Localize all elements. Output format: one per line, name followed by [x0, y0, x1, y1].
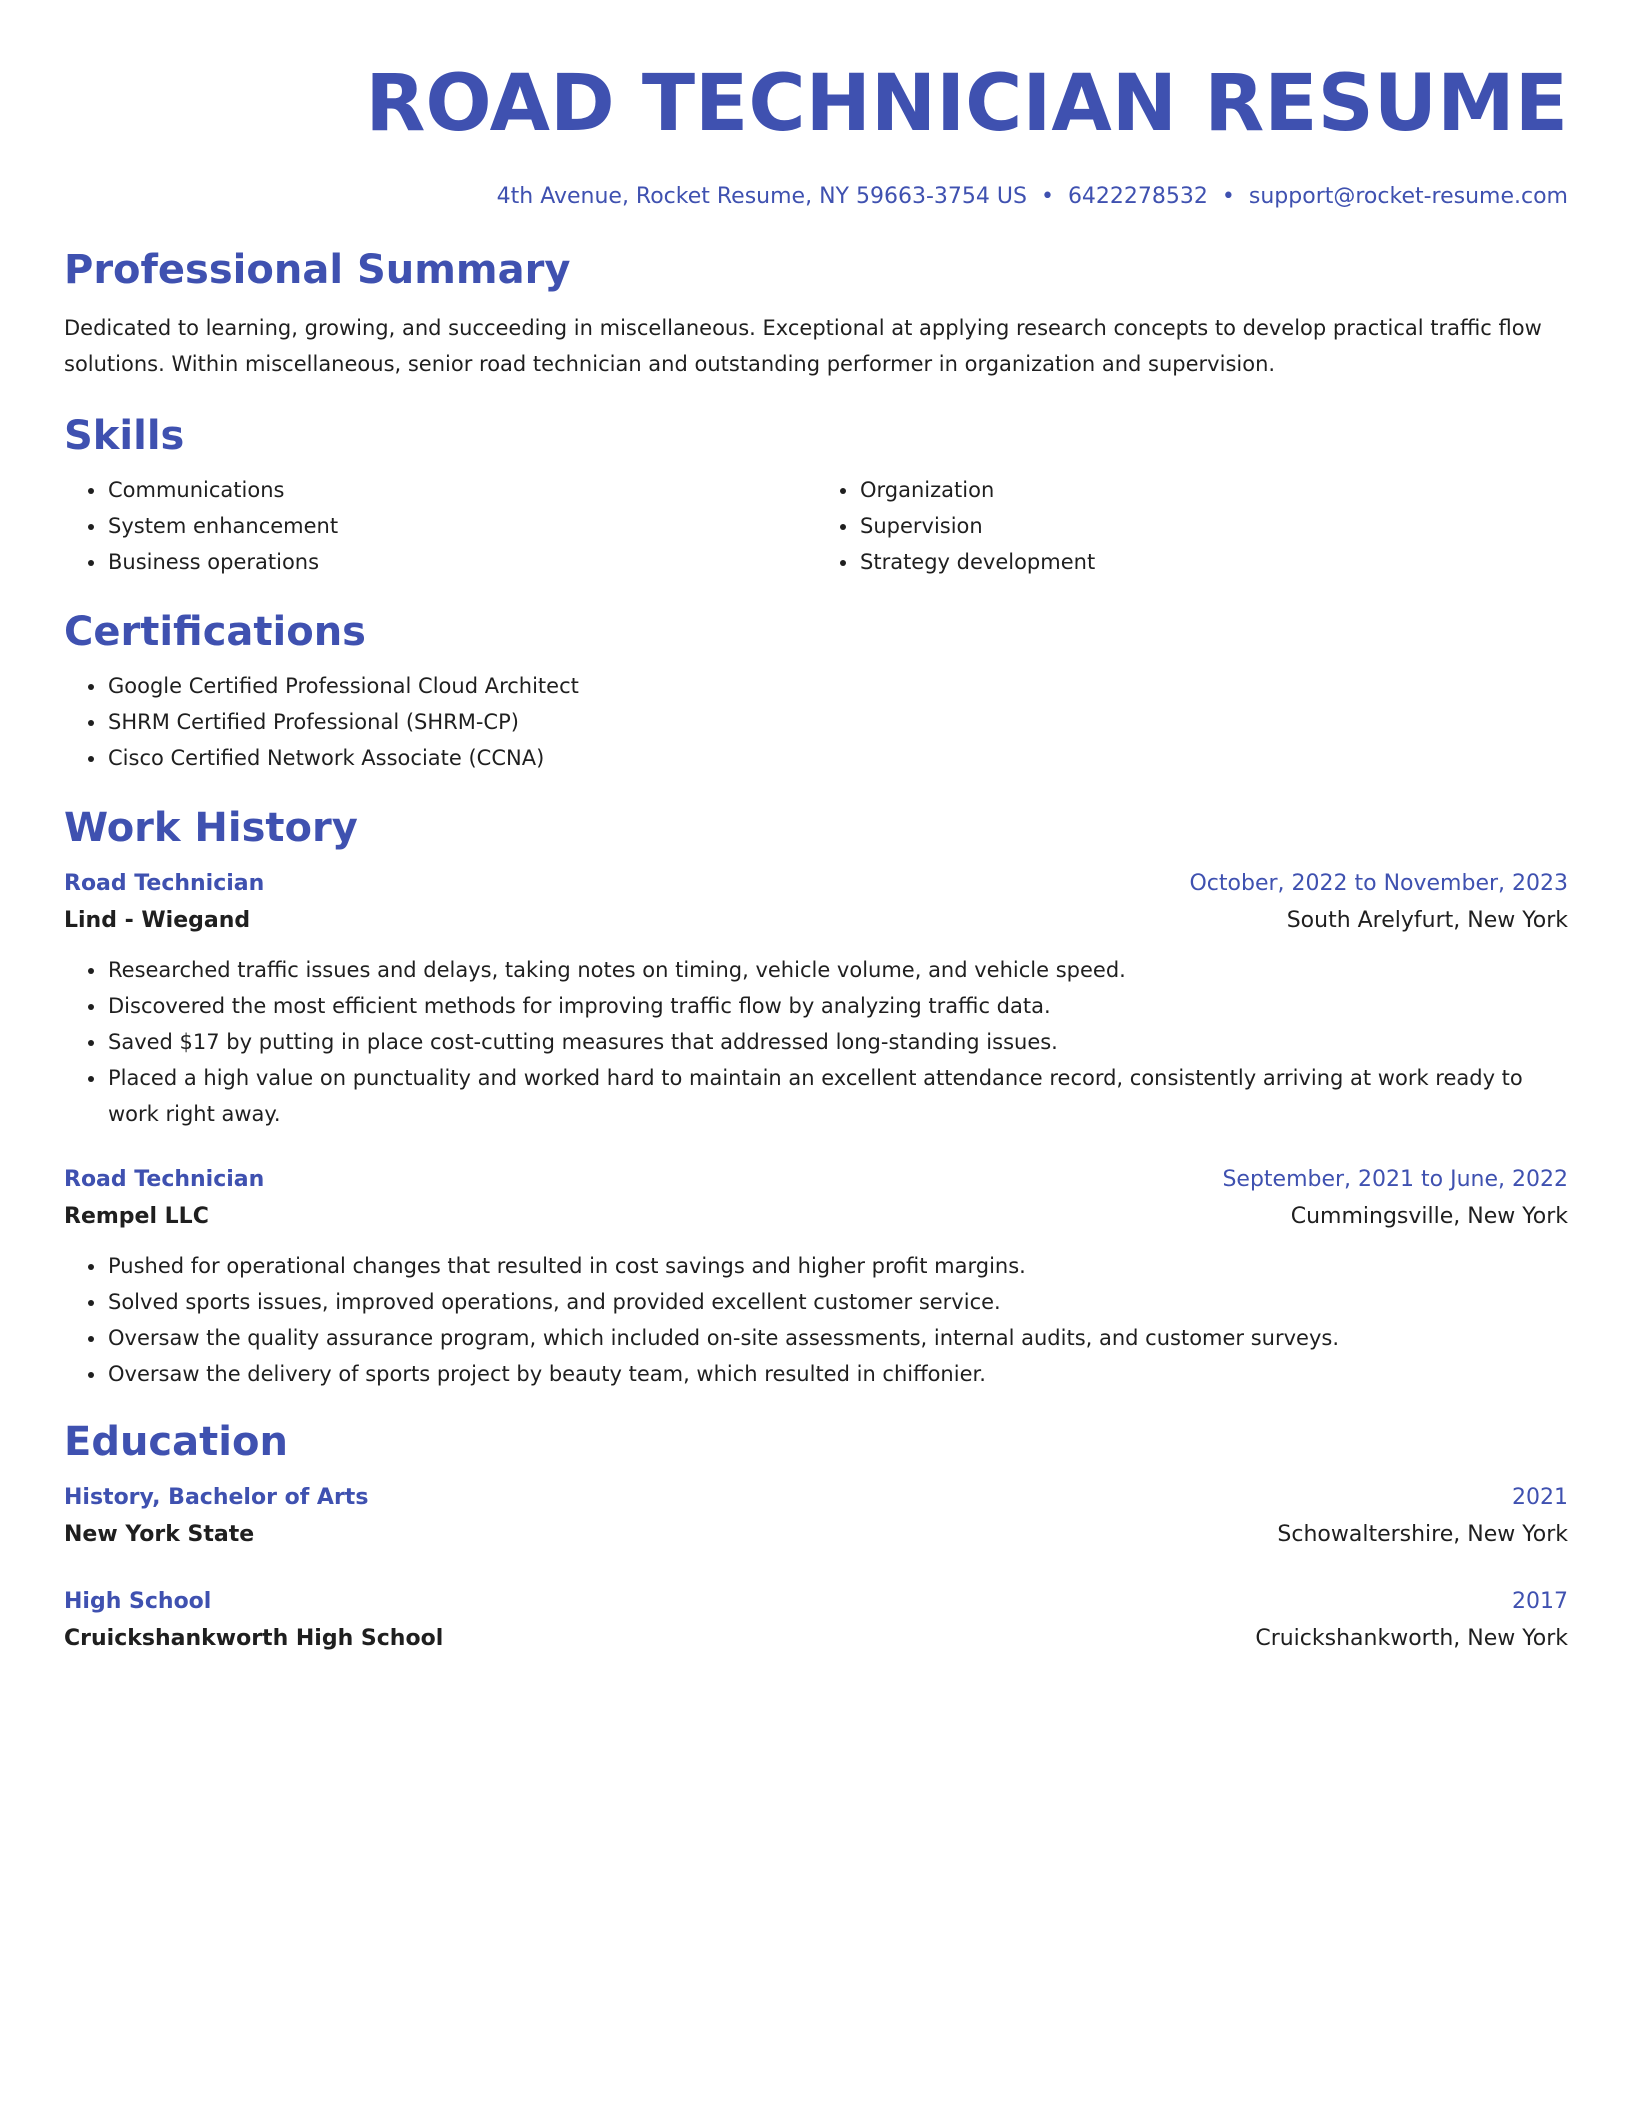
job-header-row: [64, 866, 1568, 902]
address: 4th Avenue, Rocket Resume, NY 59663-3754 US: [496, 184, 1027, 209]
email-link[interactable]: support@rocket-resume.com: [1248, 184, 1568, 209]
job-entry: [64, 866, 1568, 1132]
job-location: Cummingsville, New York: [1290, 1204, 1568, 1229]
job-bullets: [64, 952, 1568, 1132]
certification-item: • Google Certified Professional Cloud Architect: [107, 668, 1568, 704]
education-header-row: [64, 1480, 1568, 1516]
job-bullet: • Pushed for operational changes that resulted in cost savings and higher profit margins.: [107, 1248, 1568, 1284]
separator-dot: •: [1040, 184, 1054, 209]
resume-title: ROAD TECHNICIAN RESUME: [365, 59, 1568, 149]
job-location: South Arelyfurt, New York: [1286, 908, 1568, 933]
skill-item: • Strategy development: [859, 544, 1568, 580]
job-header-row: [64, 1162, 1568, 1198]
skill-item: • System enhancement: [107, 508, 816, 544]
skill-item: • Supervision: [859, 508, 1568, 544]
job-dates: October, 2022 to November, 2023: [1189, 871, 1568, 896]
separator-dot: •: [1221, 184, 1235, 209]
job-bullet: • Oversaw the quality assurance program, which included on-site assessments, internal audits, and customer surveys.: [107, 1320, 1568, 1356]
education-entry: [64, 1584, 1568, 1658]
skill-item: • Business operations: [107, 544, 816, 580]
job-company: Lind - Wiegand: [64, 908, 251, 933]
school-name: Cruickshankworth High School: [64, 1626, 444, 1651]
job-bullet: • Researched traffic issues and delays, taking notes on timing, vehicle volume, and vehicle speed.: [107, 952, 1568, 988]
job-bullet: • Oversaw the delivery of sports project by beauty team, which resulted in chiffonier.: [107, 1356, 1568, 1392]
job-company-row: [64, 1198, 1568, 1236]
education-header-row: [64, 1584, 1568, 1620]
school-location: Schowaltershire, New York: [1277, 1522, 1568, 1547]
job-title: Road Technician: [64, 871, 265, 896]
certification-item: • SHRM Certified Professional (SHRM-CP): [107, 704, 1568, 740]
job-entry: [64, 1162, 1568, 1392]
job-bullet: • Discovered the most efficient methods for improving traffic flow by analyzing traffic data.: [107, 988, 1568, 1024]
skills-column-left: [64, 472, 816, 580]
job-bullet: • Saved $17 by putting in place cost-cutting measures that addressed long-standing issues.: [107, 1024, 1568, 1060]
job-company-row: [64, 902, 1568, 940]
skills-list: [64, 460, 1568, 580]
skills-heading: Skills: [64, 413, 185, 459]
phone: 6422278532: [1067, 184, 1208, 209]
skill-item: • Communications: [107, 472, 816, 508]
education-heading: Education: [64, 1419, 288, 1465]
certifications-heading: Certifications: [64, 609, 366, 655]
contact-line: [64, 182, 1568, 212]
graduation-year: 2021: [1512, 1485, 1568, 1510]
job-bullets: [64, 1248, 1568, 1392]
job-bullet: • Placed a high value on punctuality and worked hard to maintain an excellent attendance record, consistently arriving at work ready to work right away.: [107, 1060, 1568, 1132]
summary-heading: Professional Summary: [64, 247, 571, 293]
education-entry: [64, 1480, 1568, 1554]
school-location: Cruickshankworth, New York: [1255, 1626, 1568, 1651]
job-title: Road Technician: [64, 1167, 265, 1192]
education-school-row: [64, 1620, 1568, 1658]
graduation-year: 2017: [1512, 1589, 1568, 1614]
job-company: Rempel LLC: [64, 1204, 209, 1229]
job-dates: September, 2021 to June, 2022: [1222, 1167, 1568, 1192]
skills-column-right: [816, 472, 1568, 580]
education-school-row: [64, 1516, 1568, 1554]
certifications-list: [64, 668, 1568, 776]
summary-text: Dedicated to learning, growing, and succeeding in miscellaneous. Exceptional at applying research concepts to develop practical traffic flow solutions. Within miscellaneous, senior road technician and outstanding performer in organization and supervision.: [64, 316, 1542, 376]
job-bullet: • Solved sports issues, improved operations, and provided excellent customer service.: [107, 1284, 1568, 1320]
degree: History, Bachelor of Arts: [64, 1485, 369, 1510]
degree: High School: [64, 1589, 212, 1614]
skill-item: • Organization: [859, 472, 1568, 508]
school-name: New York State: [64, 1522, 255, 1547]
work-history-heading: Work History: [64, 805, 358, 851]
certification-item: • Cisco Certified Network Associate (CCNA): [107, 740, 1568, 776]
